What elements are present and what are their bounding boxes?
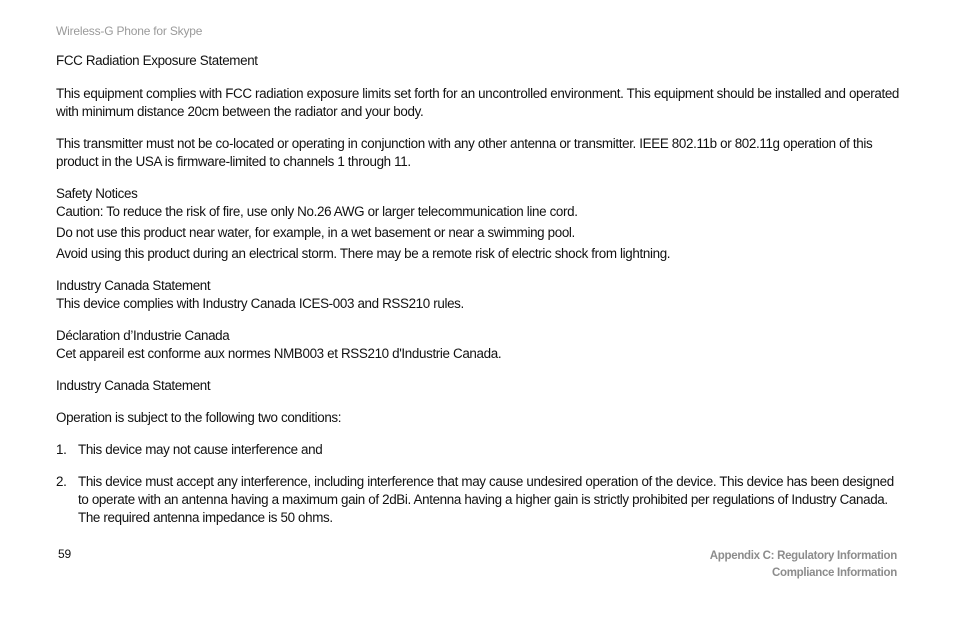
condition-item [56, 441, 901, 459]
condition-item [56, 473, 901, 527]
ic-heading: Industry Canada Statement [56, 278, 211, 293]
condition-number: 2. [56, 474, 67, 489]
ic-text: This device complies with Industry Canada ICES-003 and RSS210 rules. [56, 296, 464, 311]
footer-appendix-label: Appendix C: Regulatory Information [709, 550, 897, 562]
ic2-heading: Industry Canada Statement [56, 378, 211, 393]
safety-notice: Caution: To reduce the risk of fire, use only No.26 AWG or larger telecommunication line cord. [56, 204, 578, 219]
footer-section-label: Compliance Information [771, 567, 897, 579]
condition-number: 1. [56, 442, 67, 457]
fcc-heading: FCC Radiation Exposure Statement [56, 53, 258, 68]
page-body [56, 52, 901, 527]
safety-heading: Safety Notices [56, 186, 138, 201]
safety-notice: Avoid using this product during an electrical storm. There may be a remote risk of electric shock from lightning. [56, 246, 671, 261]
ic-fr-heading: Déclaration d’Industrie Canada [56, 328, 230, 343]
condition-text: This device may not cause interference and [78, 442, 323, 457]
fcc-paragraph: This transmitter must not be co-located or operating in conjunction with any other antenna or transmitter. IEEE 802.11b or 802.11g operation of this product in the USA is firmware-limited to channels 1 through 11. [56, 136, 873, 169]
running-header: Wireless-G Phone for Skype [56, 24, 203, 38]
running-footer [710, 548, 897, 582]
safety-notice: Do not use this product near water, for example, in a wet basement or near a swimming pool. [56, 225, 575, 240]
fcc-paragraph: This equipment complies with FCC radiation exposure limits set forth for an uncontrolled environment. This equipment should be installed and operated with minimum distance 20cm between the radiator and your body. [56, 86, 900, 119]
ic2-intro: Operation is subject to the following two conditions: [56, 410, 342, 425]
page-number: 59 [58, 547, 71, 561]
ic-fr-text: Cet appareil est conforme aux normes NMB003 et RSS210 d'Industrie Canada. [56, 346, 502, 361]
condition-text: This device must accept any interference, including interference that may cause undesired operation of the device. This device has been designed to operate with an antenna having a maximum gain of 2dBi. Antenna having a higher gain is strictly prohibited per regulations of Industry Canada. The required antenna impedance is 50 ohms. [78, 474, 894, 525]
